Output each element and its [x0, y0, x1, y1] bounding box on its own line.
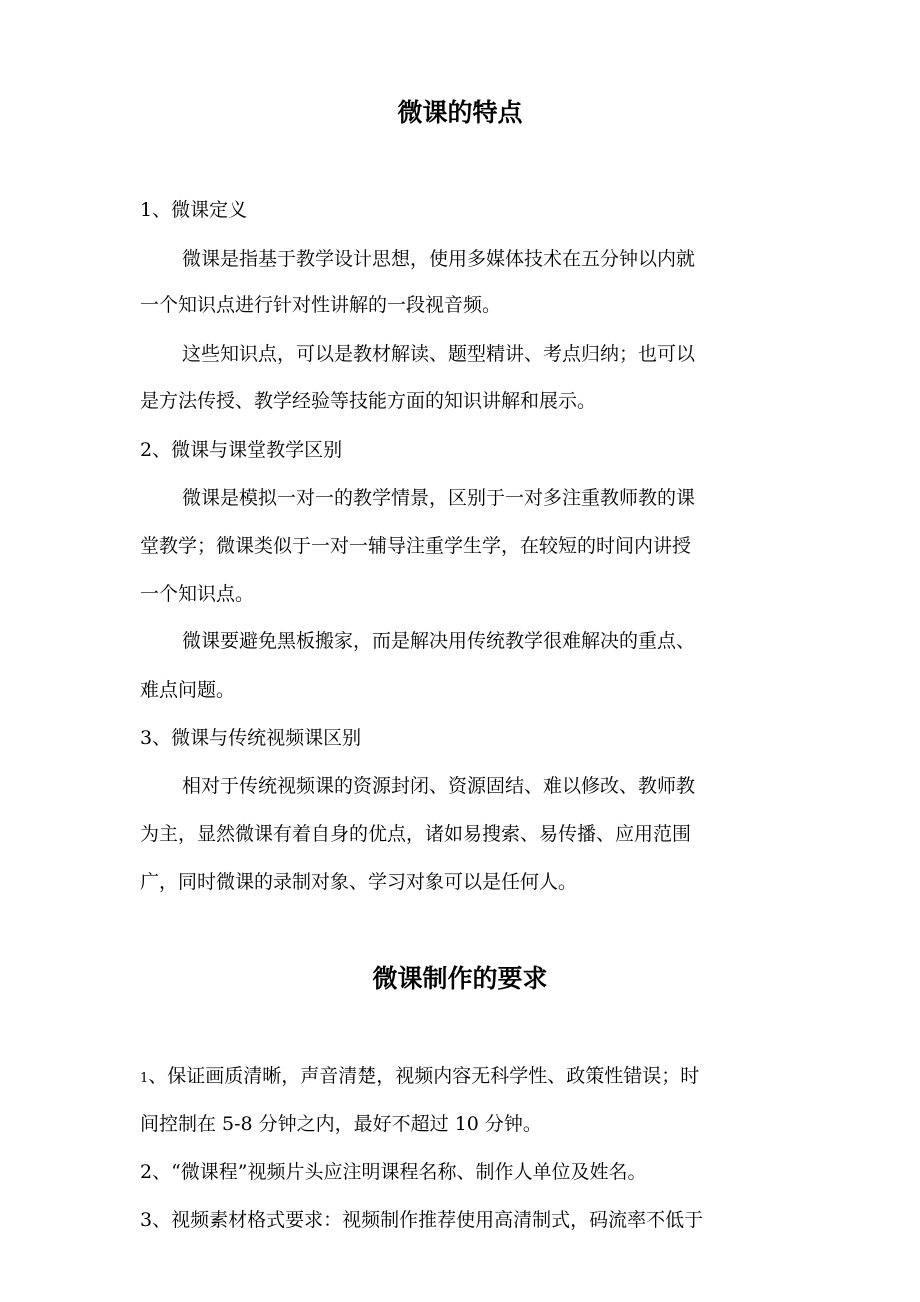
paragraph-line: 间控制在 5-8 分钟之内，最好不超过 10 分钟。 — [140, 1113, 542, 1135]
paragraph-line: 微课要避免黑板搬家，而是解决用传统教学很难解决的重点、 — [182, 630, 696, 652]
paragraph-line: 微课是指基于教学设计思想，使用多媒体技术在五分钟以内就 — [182, 248, 696, 270]
item-number: 1 — [140, 1071, 149, 1086]
paragraph-line: 微课是模拟一对一的教学情景，区别于一对多注重教师教的课 — [182, 487, 696, 509]
heading-definition: 1、微课定义 — [140, 199, 248, 221]
heading-classroom-difference: 2、微课与课堂教学区别 — [140, 439, 343, 461]
paragraph-line: 这些知识点，可以是教材解读、题型精讲、考点归纳；也可以 — [182, 343, 696, 365]
paragraph-line: 难点问题。 — [140, 679, 236, 701]
paragraph-line: 一个知识点。 — [140, 583, 255, 605]
requirement-item-3: 3、视频素材格式要求：视频制作推荐使用高清制式，码流率不低于 — [140, 1209, 704, 1231]
section-title-features: 微课的特点 — [397, 98, 523, 127]
paragraph-line: 相对于传统视频课的资源封闭、资源固结、难以修改、教师教 — [182, 775, 696, 797]
paragraph-line: 一个知识点进行针对性讲解的一段视音频。 — [140, 294, 502, 316]
paragraph-line: 广，同时微课的录制对象、学习对象可以是任何人。 — [140, 871, 578, 893]
paragraph-line: 堂教学；微课类似于一对一辅导注重学生学，在较短的时间内讲授 — [140, 535, 692, 557]
paragraph-line: 是方法传授、教学经验等技能方面的知识讲解和展示。 — [140, 390, 597, 412]
requirement-item-2: 2、“微课程”视频片头应注明课程名称、制作人单位及姓名。 — [140, 1161, 647, 1183]
requirement-item-1 — [140, 1062, 780, 1093]
item-text: 、保证画质清晰，声音清楚，视频内容无科学性、政策性错误；时 — [148, 1065, 700, 1087]
paragraph-line: 为主，显然微课有着自身的优点，诸如易搜索、易传播、应用范围 — [140, 823, 692, 845]
section-title-requirements: 微课制作的要求 — [372, 964, 548, 993]
heading-video-difference: 3、微课与传统视频课区别 — [140, 727, 362, 749]
